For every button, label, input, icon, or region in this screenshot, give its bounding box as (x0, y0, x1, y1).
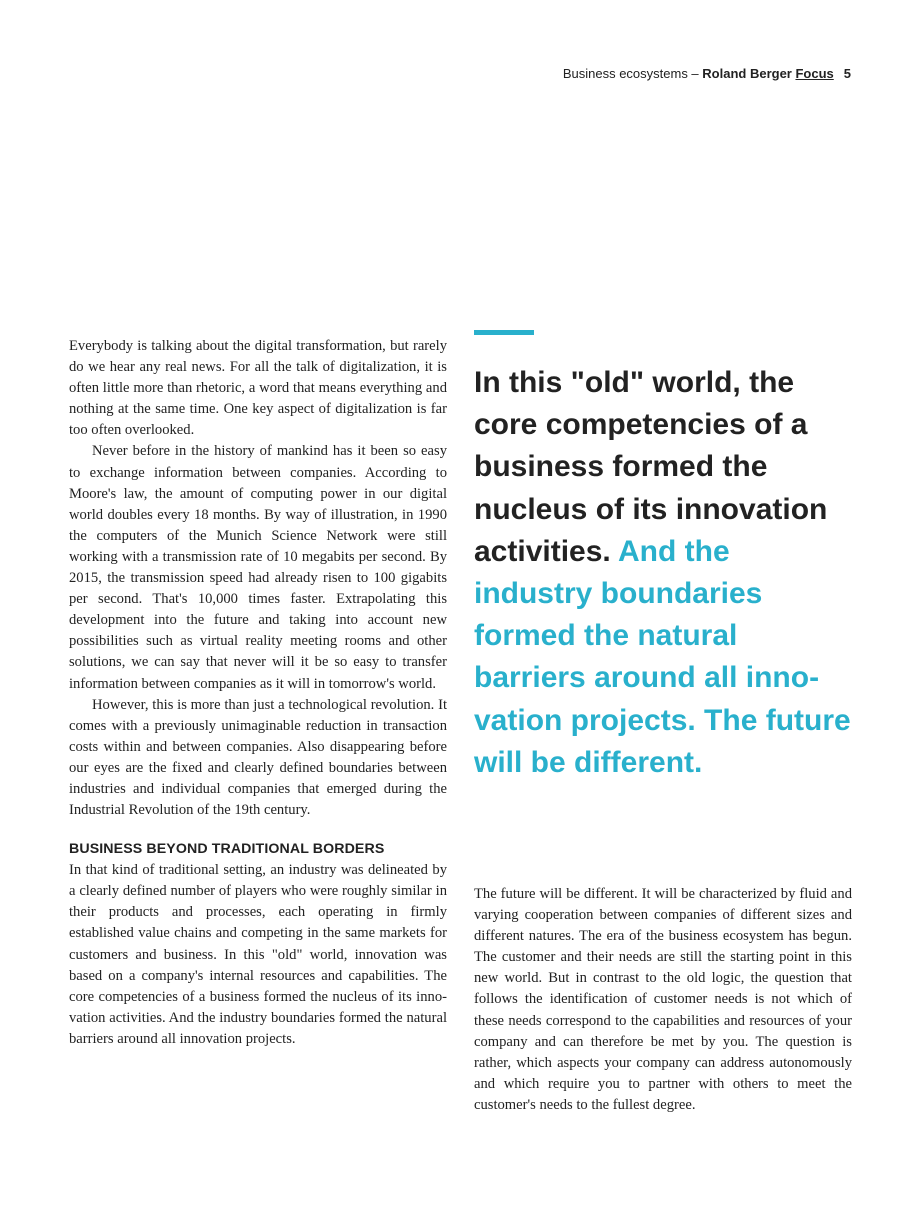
pull-quote-accent-bar (474, 330, 534, 335)
pull-quote-highlight-text: And the industry boundaries formed the natural barriers around all innovation projects. The future will be different. (474, 534, 851, 779)
body-paragraph: However, this is more than just a technological revolution. It comes with a previously unimaginable reduction in transaction costs within and between companies. Also disappearing before our eyes are the fixed and clearly defined boundaries between industries and individual companies that emerged during the Industrial Revolution of the 19th century. (69, 696, 447, 819)
running-header (563, 66, 851, 81)
right-column (474, 884, 852, 1116)
body-paragraph: Everybody is talking about the digital transformation, but rarely do we hear any real news. For all the talk of digitalization, it is often little more than rhetoric, a word that means everything and nothing at the same time. One key aspect of digitalization is far too often overlooked. (69, 338, 447, 439)
pull-quote (474, 362, 854, 784)
header-brand: Roland Berger (702, 66, 796, 81)
body-paragraph: Never before in the history of mankind has it been so easy to exchange information between companies. According to Moore's law, the amount of computing power in our digital world doubles every 18 months. By way of illustration, in 1990 the computers of the Munich Science Network were still working with a transmission rate of 10 megabits per second. By 2015, the transmission speed had already risen to 100 gigabits per second. That's 10,000 times faster. Extrapolating this development into the future and taking into account new possibilities such as virtual reality meeting rooms and other solutions, we can say that never will it be so easy to transfer information between companies as it will in tomorrow's world. (69, 443, 447, 692)
header-focus: Focus (795, 66, 834, 81)
page-number: 5 (843, 66, 851, 81)
body-paragraph: In that kind of traditional setting, an industry was delineated by a clearly defined number of players who were roughly similar in their products and processes, each operating in firmly established value chains and competing in the same markets for customers and business. In this "old" world, innovation was based on a company's internal resources and capabilities. The core competencies of a business formed the nucleus of its innovation activities. And the industry boundaries formed the natural barriers around all innovation projects. (69, 862, 447, 1047)
pull-quote-dark-text: In this "old" world, the core competencies of a business formed the nucleus of its innovation activities. (474, 366, 828, 568)
section-heading: BUSINESS BEYOND TRADITIONAL BORDERS (69, 841, 385, 858)
left-column (69, 336, 447, 1050)
header-section: Business ecosystems – (562, 66, 703, 81)
body-paragraph: The future will be different. It will be characterized by fluid and varying cooperation between companies of different sizes and different natures. The era of the business ecosystem has begun. The customer and their needs are still the starting point in this new world. But in contrast to the old logic, the question that follows the identification of customer needs is not which of these needs correspond to the capabilities and resources of your company and can therefore be met by you. The question is rather, which aspects your company can address autonomously and which require you to partner with others to meet the customer's needs to the fullest degree. (474, 886, 852, 1113)
